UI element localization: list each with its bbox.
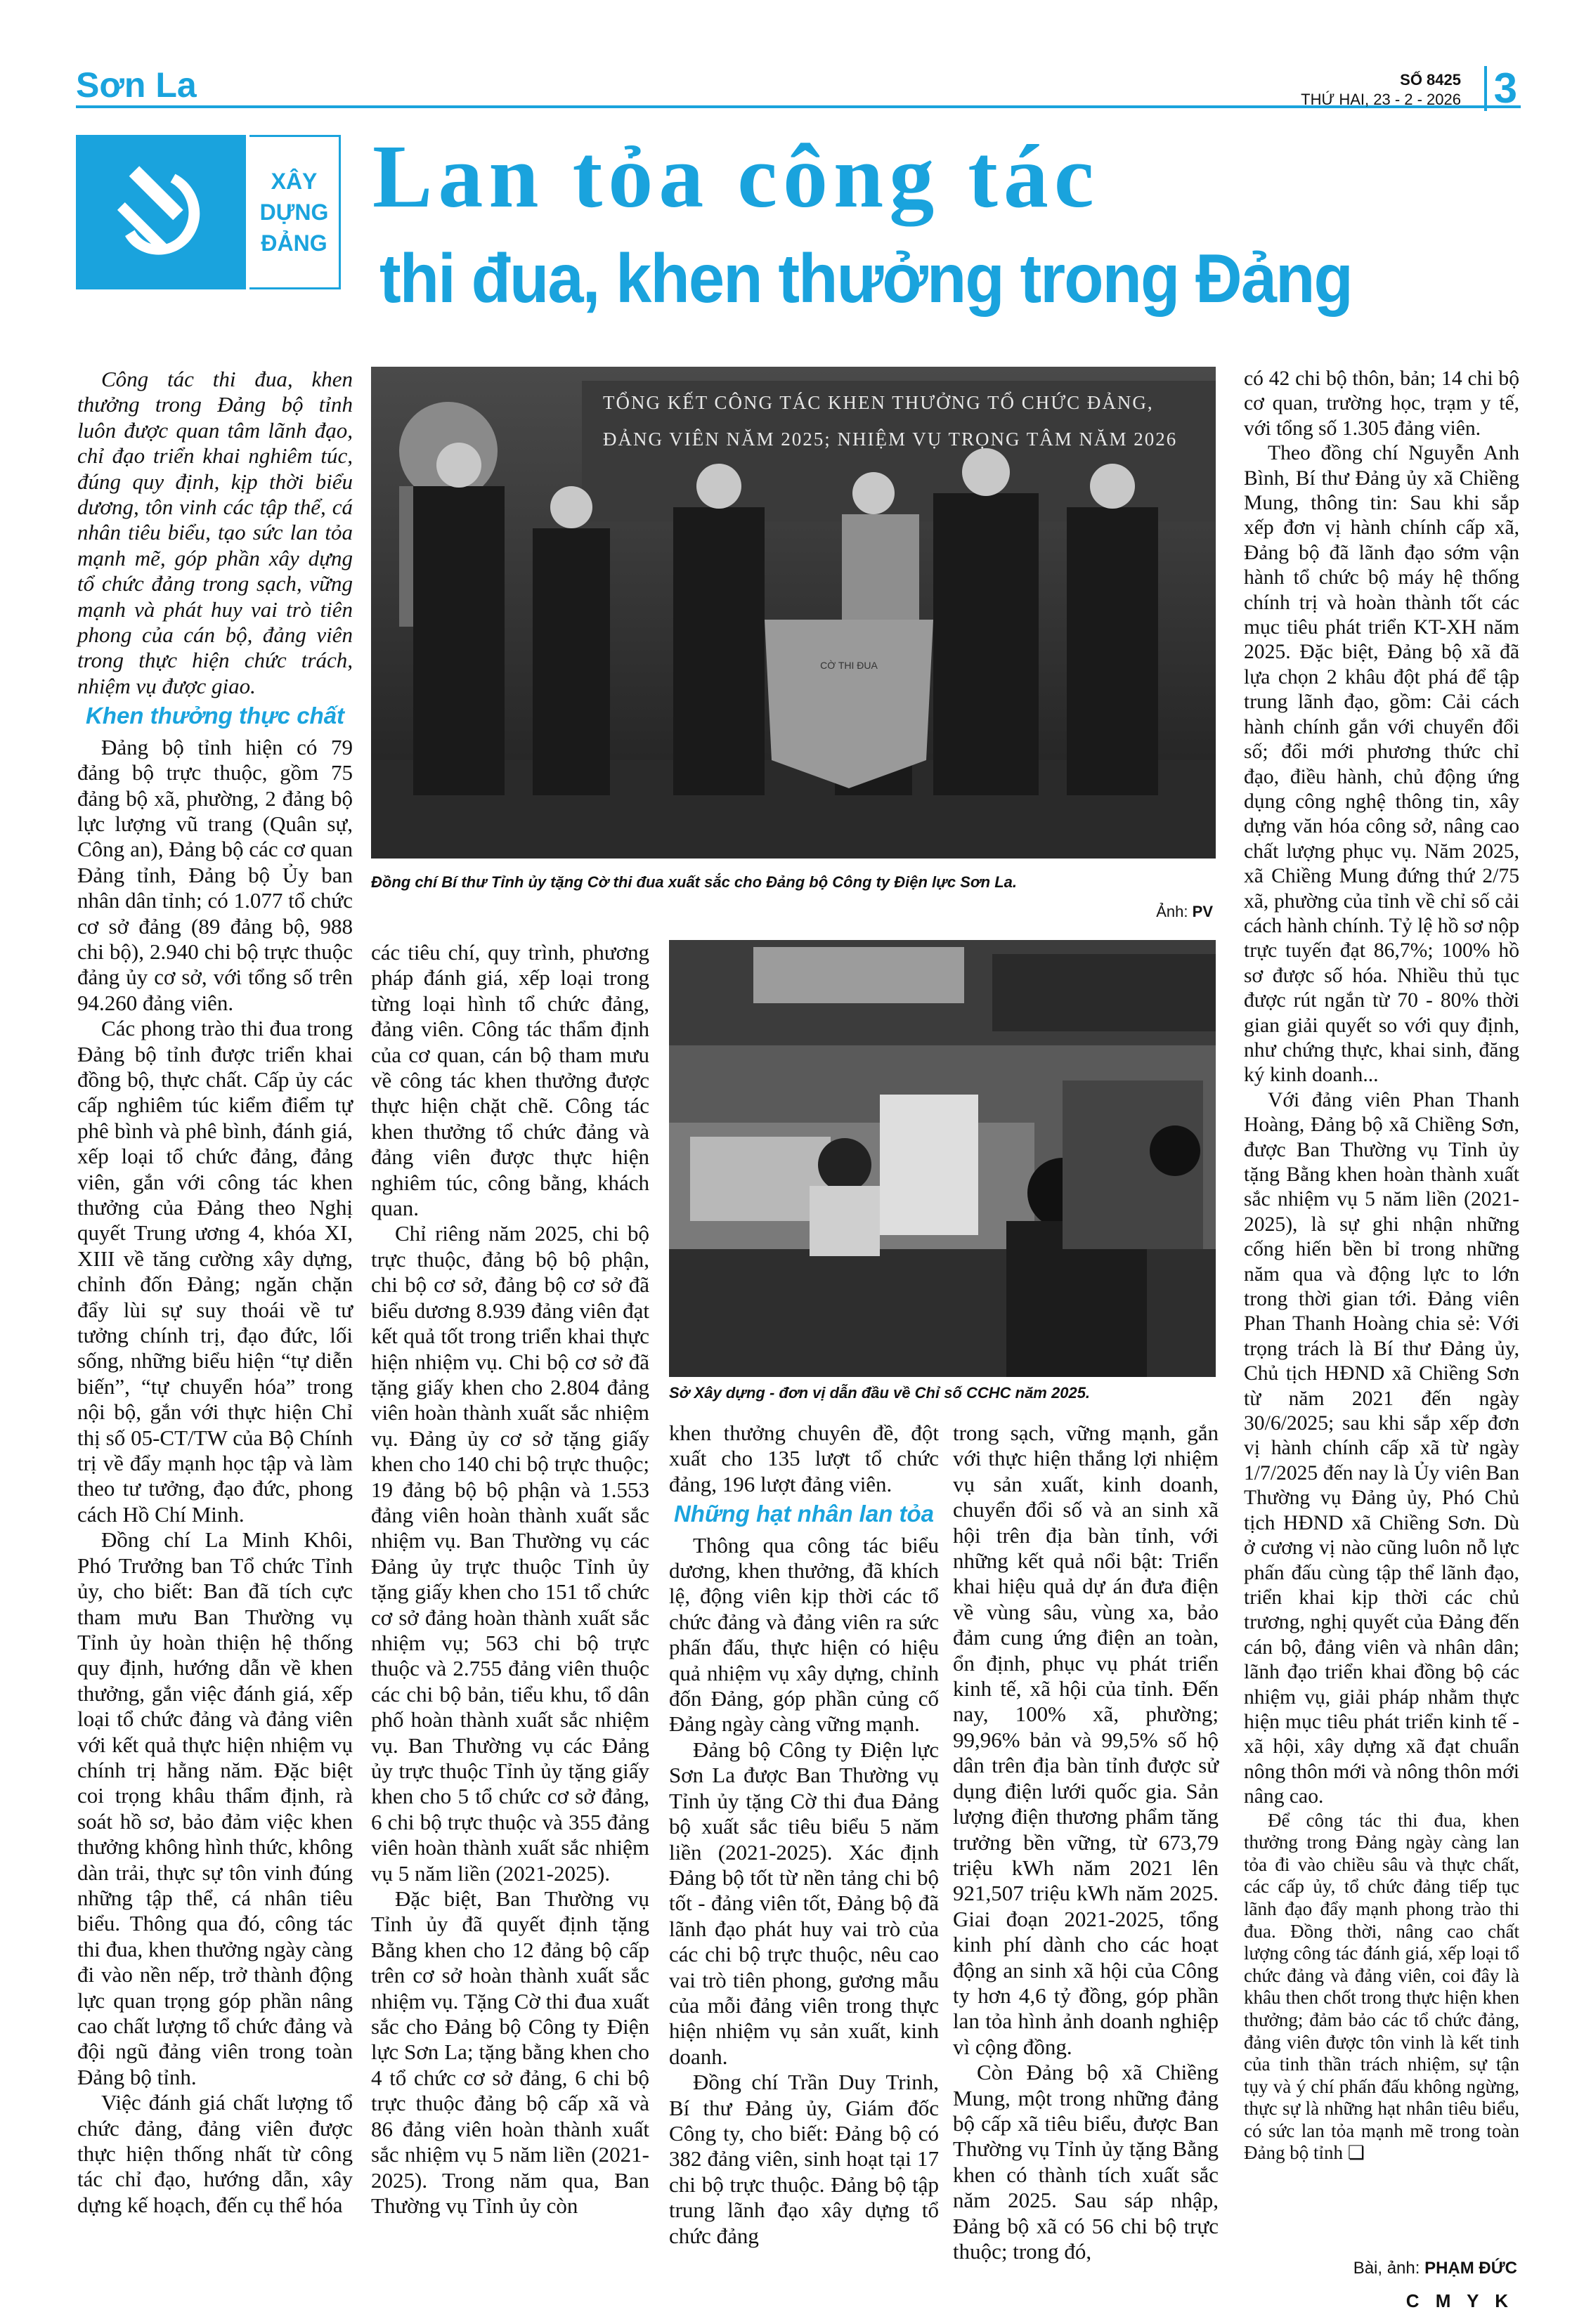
col5-paragraph-4 <box>1244 1810 1519 2165</box>
admin-office-photo <box>669 940 1216 1377</box>
col4-paragraph-1: trong sạch, vững mạnh, gắn với thực hiện thắng lợi nhiệm vụ sản xuất, kinh doanh, chuyển đổi số và an sinh xã hội trên địa bàn tỉnh, với những kết quả nổi bật: Triển khai hiệu quả dự án đưa điện về vùng sâu, vùng xa, bảo đảm cung ứng điện an toàn, ổn định, phục vụ phát triển kinh tế, xã hội của tỉnh. Đến nay, 100% xã, phường; 99,96% bản và 99,5% số hộ dân trên địa bàn tỉnh được sử dụng điện lưới quốc gia. Sản lượng điện thương phẩm tăng trưởng bền vững, từ 673,79 triệu kWh năm 2021 lên 921,507 triệu kWh năm 2025. Giai đoạn 2021-2025, tổng kinh phí dành cho các hoạt động an sinh xã hội của Công ty hơn 4,6 tỷ đồng, góp phần lan tỏa hình ảnh doanh nghiệp vì cộng đồng. <box>953 1421 1219 2059</box>
subhead-hat-nhan: Những hạt nhân lan tỏa <box>673 1501 935 1527</box>
column-2 <box>371 940 649 2219</box>
col3-paragraph-3: Đảng bộ Công ty Điện lực Sơn La được Ban Thường vụ Tỉnh ủy tặng Cờ thi đua Đảng bộ xuất sắc tiêu biểu 5 năm liền (2021-2025). Xác định Đảng bộ tốt từ nền tảng chi bộ tốt - đảng viên tốt, Đảng bộ đã lãnh đạo phát huy vai trò của các chi bộ trực thuộc, nêu cao vai trò tiên phong, gương mẫu của mỗi đảng viên trong thực hiện nhiệm vụ sản xuất, kinh doanh. <box>669 1737 939 2069</box>
subhead-khen-thuong: Khen thưởng thực chất <box>85 703 345 729</box>
intro-paragraph: Công tác thi đua, khen thưởng trong Đảng bộ tỉnh luôn được quan tâm lãnh đạo, chỉ đạo triển khai nghiêm túc, đúng quy định, kịp thời biểu dương, tôn vinh các tập thể, cá nhân tiêu biểu, tạo sức lan tỏa mạnh mẽ, góp phần xây dựng tổ chức đảng trong sạch, vững mạnh và phát huy vai trò tiên phong của cán bộ, đảng viên trong thực hiện chức trách, nhiệm vụ được giao. <box>77 367 353 698</box>
end-mark: ❏ <box>1343 2142 1365 2164</box>
cmyk-mark: C M Y K <box>1405 2290 1514 2311</box>
svg-text:CỜ THI ĐUA: CỜ THI ĐUA <box>820 660 878 671</box>
credit-label: Ảnh: <box>1156 903 1188 920</box>
col2-paragraph-1: các tiêu chí, quy trình, phương pháp đánh giá, xếp loại trong từng loại hình tổ chức đảng, đảng viên. Công tác thẩm định của cơ quan, cán bộ tham mưu về công tác khen thưởng được thực hiện chặt chẽ. Công tác khen thưởng tổ chức đảng và đảng viên được thực hiện nghiêm túc, công bằng, khách quan. <box>371 940 649 1221</box>
col2-paragraph-2: Chỉ riêng năm 2025, chi bộ trực thuộc, đảng bộ bộ phận, chi bộ cơ sở, đảng bộ cơ sở đã biểu dương 8.939 đảng viên đạt kết quả tốt trong triển khai thực hiện nhiệm vụ. Chi bộ cơ sở đã tặng giấy khen cho 2.804 đảng viên hoàn thành xuất sắc nhiệm vụ. Đảng ủy cơ sở tặng giấy khen cho 140 chi bộ trực thuộc; 19 đảng bộ bộ phận và 1.553 đảng viên hoàn thành xuất sắc nhiệm vụ. Ban Thường vụ các Đảng ủy trực thuộc Tỉnh ủy tặng giấy khen cho 151 tổ chức cơ sở đảng hoàn thành xuất sắc nhiệm vụ; 563 chi bộ trực thuộc và 2.755 đảng viên thuộc các chi bộ bản, tiểu khu, tổ dân phố hoàn thành xuất sắc nhiệm vụ. Ban Thường vụ các Đảng ủy trực thuộc Tỉnh ủy tặng giấy khen cho 5 tổ chức cơ sở đảng, 6 chi bộ trực thuộc và 355 đảng viên hoàn thành xuất sắc nhiệm vụ 5 năm liền (2021-2025). <box>371 1221 649 1886</box>
section-name: Sơn La <box>76 65 197 105</box>
col5-paragraph-1: có 42 chi bộ thôn, bản; 14 chi bộ cơ quan, trường học, trạm y tế, với tổng số 1.305 đảng viên. <box>1244 367 1519 440</box>
photo1-caption: Đồng chí Bí thư Tỉnh ủy tặng Cờ thi đua xuất sắc cho Đảng bộ Công ty Điện lực Sơn La. <box>371 873 1017 891</box>
award-ceremony-photo <box>371 367 1216 859</box>
col1-paragraph-3: Đồng chí La Minh Khôi, Phó Trưởng ban Tổ chức Tỉnh ủy, cho biết: Ban đã tích cực tham mưu Ban Thường vụ Tỉnh ủy hoàn thiện hệ thống quy định, hướng dẫn về khen thưởng, gắn việc đánh giá, xếp loại tổ chức đảng và đảng viên với kết quả thực hiện nhiệm vụ chính trị hằng năm. Đặc biệt coi trọng khâu thẩm định, rà soát hồ sơ, bảo đảm việc khen thưởng không hình thức, không dàn trải, thực sự tôn vinh đúng những tập thể, cá nhân tiêu biểu. Thông qua đó, công tác thi đua, khen thưởng ngày càng đi vào nền nếp, trở thành động lực quan trọng góp phần nâng cao chất lượng tổ chức đảng và đội ngũ đảng viên trong toàn Đảng bộ tỉnh. <box>77 1527 353 2089</box>
issue-date: THỨ HAI, 23 - 2 - 2026 <box>1301 91 1461 108</box>
tag-line-1: XÂY <box>271 169 318 194</box>
col5-paragraph-2: Theo đồng chí Nguyễn Anh Bình, Bí thư Đảng ủy xã Chiềng Mung, thông tin: Sau khi sắp xếp đơn vị hành chính cấp xã, Đảng bộ đã lãnh đạo sớm vận hành tổ chức bộ máy hệ thống chính trị và hoàn thành tốt các mục tiêu phát triển KT-XH năm 2025. Đặc biệt, Đảng bộ xã đã lựa chọn 2 khâu đột phá để tập trung lãnh đạo, gồm: Cải cách hành chính gắn với chuyển đổi số; đổi mới phương thức chỉ đạo, điều hành, chủ động ứng dụng công nghệ thông tin, xây dựng văn hóa công sở, nâng cao chất lượng phục vụ. Năm 2025, xã Chiềng Mung đứng thứ 2/75 xã, phường của tỉnh về chỉ số cải cách hành chính. Tỷ lệ hồ sơ nộp trực tuyến đạt 86,7%; 100% hồ sơ được số hóa. Nhiều thủ tục được rút ngắn từ 70 - 80% thời gian giải quyết so với quy định, như chứng thực, khai sinh, đăng ký kinh doanh... <box>1244 442 1519 1087</box>
banner-line-1: TỔNG KẾT CÔNG TÁC KHEN THƯỞNG TỔ CHỨC ĐẢNG, <box>603 392 1154 413</box>
rubric-tag <box>249 135 341 289</box>
photo2-caption: Sở Xây dựng - đơn vị dẫn đầu về Chỉ số CCHC năm 2025. <box>669 1384 1091 1402</box>
column-5 <box>1244 367 1519 2165</box>
hammer-sickle-icon <box>101 152 221 272</box>
col2-paragraph-3: Đặc biệt, Ban Thường vụ Tỉnh ủy đã quyết định tặng Bằng khen cho 12 đảng bộ cấp trên cơ sở hoàn thành xuất sắc nhiệm vụ. Tặng Cờ thi đua xuất sắc cho Đảng bộ Công ty Điện lực Sơn La; tặng bằng khen cho 4 tổ chức cơ sở đảng, 6 chi bộ trực thuộc đảng bộ cấp xã và 86 đảng viên hoàn thành xuất sắc nhiệm vụ 5 năm liền (2021-2025). Trong năm qua, Ban Thường vụ Tỉnh ủy còn <box>371 1886 649 2218</box>
column-4 <box>953 1421 1219 2264</box>
tag-line-3: ĐẢNG <box>261 230 327 256</box>
column-1 <box>77 367 353 2218</box>
col5-paragraph-3: Với đảng viên Phan Thanh Hoàng, Đảng bộ xã Chiềng Sơn, được Ban Thường vụ Tỉnh ủy tặng Bằng khen hoàn thành xuất sắc nhiệm vụ 5 năm liền (2021-2025), là sự ghi nhận những cống hiến bền bỉ trong những năm qua và động lực to lớn trong thời gian tới. Đảng viên Phan Thanh Hoàng chia sẻ: Với trọng trách là Bí thư Đảng ủy, Chủ tịch HĐND xã Chiềng Sơn từ năm 2021 đến ngày 30/6/2025; sau khi sắp xếp đơn vị hành chính cấp xã từ ngày 1/7/2025 đến nay là Ủy viên Ban Thường vụ Đảng ủy, Phó Chủ tịch HĐND xã Chiềng Sơn. Dù ở cương vị nào cũng luôn nỗ lực phấn đấu cùng tập thể lãnh đạo, triển khai kịp thời các chủ trương, nghị quyết của Đảng đến cán bộ, đảng viên và nhân dân; lãnh đạo triển khai đồng bộ các nhiệm vụ, giải pháp nhằm thực hiện mục tiêu phát triển kinh tế - xã hội, xây dựng xã đạt chuẩn nông thôn mới và nông thôn mới nâng cao. <box>1244 1088 1519 1808</box>
col4-paragraph-2: Còn Đảng bộ xã Chiềng Mung, một trong những đảng bộ cấp xã tiêu biểu, được Ban Thường vụ Tỉnh ủy tặng Bằng khen có thành tích xuất sắc năm 2025. Sau sáp nhập, Đảng bộ xã có 56 chi bộ trực thuộc; trong đó, <box>953 2060 1219 2264</box>
col5-paragraph-4-text: Để công tác thi đua, khen thưởng trong Đảng ngày càng lan tỏa đi vào chiều sâu và thực chất, các cấp ủy, tổ chức đảng tiếp tục lãnh đạo đẩy mạnh phong trào thi đua. Đồng thời, nâng cao chất lượng công tác đánh giá, xếp loại tổ chức đảng và đảng viên, coi đây là khâu then chốt trong thực hiện khen thưởng; đảm bảo các tổ chức đảng, đảng viên được tôn vinh là kết tinh của tinh thần trách nhiệm, sự tận tụy và ý chí phấn đấu không ngừng, thực sự là những hạt nhân tiêu biểu, có sức lan tỏa mạnh mẽ trong toàn Đảng bộ tỉnh <box>1244 1809 1519 2164</box>
col1-paragraph-4: Việc đánh giá chất lượng tổ chức đảng, đảng viên được thực hiện thống nhất từ công tác chỉ đạo, hướng dẫn, xây dựng kế hoạch, đến cụ thể hóa <box>77 2090 353 2217</box>
headline-line-2: thi đua, khen thưởng trong Đảng <box>379 240 1352 317</box>
byline-label: Bài, ảnh: <box>1353 2259 1420 2278</box>
credit-name: PV <box>1192 903 1213 920</box>
byline <box>1353 2259 1517 2278</box>
photo1-credit <box>1156 903 1213 921</box>
banner-line-2: ĐẢNG VIÊN NĂM 2025; NHIỆM VỤ TRỌNG TÂM NĂM 2026 <box>603 429 1178 450</box>
col1-paragraph-2: Các phong trào thi đua trong Đảng bộ tỉnh được triển khai đồng bộ, thực chất. Cấp ủy các cấp nghiêm túc kiểm điểm tự phê bình và phê bình, đánh giá, xếp loại tổ chức đảng, đảng viên, gắn với công tác khen thưởng của Đảng theo Nghị quyết Trung ương 4, khóa XI, XIII về tăng cường xây dựng, chỉnh đốn Đảng; ngăn chặn đẩy lùi sự suy thoái về tư tưởng chính trị, đạo đức, lối sống, những biểu hiện “tự diễn biến”, “tự chuyển hóa” trong nội bộ, gắn với thực hiện Chỉ thị số 05-CT/TW của Bộ Chính trị về đẩy mạnh học tập và làm theo tư tưởng, đạo đức, phong cách Hồ Chí Minh. <box>77 1016 353 1527</box>
col3-paragraph-2: Thông qua công tác biểu dương, khen thưởng, đã khích lệ, động viên kịp thời các tổ chức đảng và đảng viên ra sức phấn đấu, thực hiện có hiệu quả nhiệm vụ xây dựng, chỉnh đốn Đảng, góp phần củng cố Đảng ngày càng vững mạnh. <box>669 1532 939 1737</box>
page-number: 3 <box>1484 66 1517 111</box>
col1-paragraph-1: Đảng bộ tỉnh hiện có 79 đảng bộ trực thuộc, gồm 75 đảng bộ xã, phường, 2 đảng bộ lực lượng vũ trang (Quân sự, Công an), Đảng bộ các cơ quan Đảng tỉnh, Đảng bộ Ủy ban nhân dân tỉnh; có 1.077 tổ chức cơ sở đảng (89 đảng bộ, 988 chi bộ), 2.940 chi bộ trực thuộc đảng ủy cơ sở, với tổng số trên 94.260 đảng viên. <box>77 734 353 1015</box>
issue-info <box>1301 70 1461 110</box>
headline-line-1: Lan tỏa công tác <box>372 126 1100 226</box>
office-illustration <box>669 940 1216 1377</box>
column-3 <box>669 1421 939 2249</box>
party-logo <box>76 135 246 289</box>
issue-number: SỐ 8425 <box>1400 71 1461 89</box>
tag-line-2: DỰNG <box>259 200 329 225</box>
col3-paragraph-4: Đồng chí Trần Duy Trinh, Bí thư Đảng ủy, Giám đốc Công ty, cho biết: Đảng bộ có 382 đảng viên, sinh hoạt tại 17 chi bộ trực thuộc. Đảng bộ tập trung lãnh đạo xây dựng tổ chức đảng <box>669 2070 939 2248</box>
col3-paragraph-1: khen thưởng chuyên đề, đột xuất cho 135 lượt tổ chức đảng, 196 lượt đảng viên. <box>669 1421 939 1496</box>
byline-name: PHẠM ĐỨC <box>1424 2259 1517 2278</box>
